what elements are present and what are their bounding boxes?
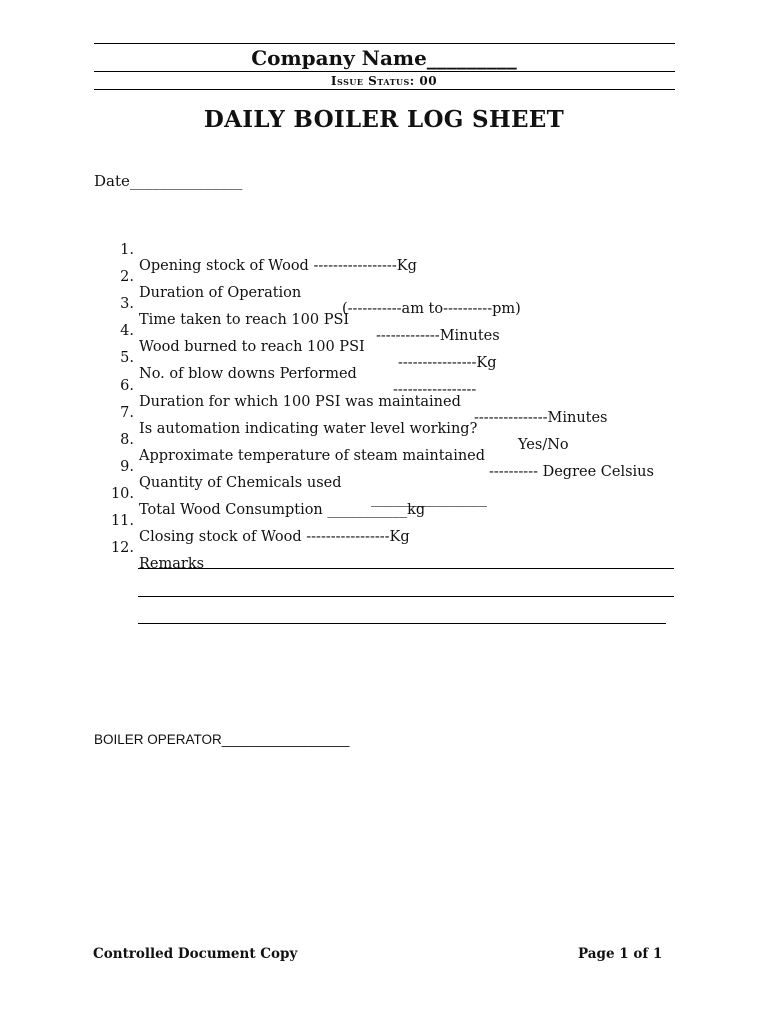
item-label: Duration of Operation — [139, 285, 302, 301]
item-label: Approximate temperature of steam maintained — [139, 448, 486, 464]
item-label[interactable]: Opening stock of Wood -----------------Kg — [139, 258, 417, 274]
list-item — [0, 362, 768, 426]
list-item — [0, 226, 768, 274]
item-number: 3. — [120, 296, 134, 312]
company-name: Company Name_________ — [251, 46, 517, 70]
top-rule — [94, 43, 675, 44]
item-label: Wood burned to reach 100 PSI — [139, 339, 365, 355]
item-answer-field[interactable]: ----------------Kg — [398, 355, 497, 371]
date-field[interactable]: Date_______________ — [94, 172, 243, 190]
header-rule-bottom — [94, 89, 675, 90]
footer-page-number: Page 1 of 1 — [578, 946, 663, 962]
item-label: Is automation indicating water level working? — [139, 421, 478, 437]
item-label: Remarks — [139, 556, 205, 572]
item-answer-field[interactable]: (-----------am to----------pm) — [342, 301, 521, 317]
item-answer-field[interactable]: Yes/No — [518, 437, 569, 453]
footer-controlled-copy: Controlled Document Copy — [93, 946, 298, 962]
item-label: No. of blow downs Performed — [139, 366, 357, 382]
item-label: Time taken to reach 100 PSI — [139, 312, 350, 328]
item-label[interactable]: Total Wood Consumption ___________kg — [139, 502, 426, 518]
list-item — [0, 470, 768, 518]
item-label: Quantity of Chemicals used — [139, 475, 342, 491]
remarks-line-2[interactable] — [138, 596, 674, 597]
item-answer-field[interactable]: ----------------- — [393, 382, 477, 398]
remarks-line-1[interactable] — [138, 568, 674, 569]
item-number: 2. — [120, 269, 134, 285]
item-number: 1. — [120, 242, 134, 258]
item-number: 9. — [120, 459, 134, 475]
item-label: Duration for which 100 PSI was maintained — [139, 394, 461, 410]
remarks-line-3[interactable] — [138, 623, 666, 624]
item-number: 4. — [120, 323, 134, 339]
item-answer-field[interactable]: ________________ — [371, 491, 487, 507]
item-number: 12. — [110, 540, 134, 556]
list-item — [0, 253, 768, 317]
list-item — [0, 524, 768, 572]
item-number: 6. — [120, 378, 134, 394]
header-rule-middle — [94, 71, 675, 72]
item-number: 8. — [120, 432, 134, 448]
item-answer-field[interactable]: ---------------Minutes — [474, 410, 608, 426]
item-number: 7. — [120, 405, 134, 421]
boiler-operator-signature-field[interactable]: BOILER OPERATOR_________________ — [94, 732, 350, 747]
item-answer-field[interactable]: ---------- Degree Celsius — [489, 464, 654, 480]
list-item — [0, 497, 768, 545]
item-label[interactable]: Closing stock of Wood -----------------Kg — [139, 529, 410, 545]
document-title: DAILY BOILER LOG SHEET — [203, 106, 565, 133]
item-number: 10. — [110, 486, 134, 502]
item-number: 11. — [110, 513, 134, 529]
item-answer-field[interactable]: -------------Minutes — [376, 328, 500, 344]
item-number: 5. — [120, 350, 134, 366]
issue-status: Issue Status: 00 — [330, 74, 438, 88]
